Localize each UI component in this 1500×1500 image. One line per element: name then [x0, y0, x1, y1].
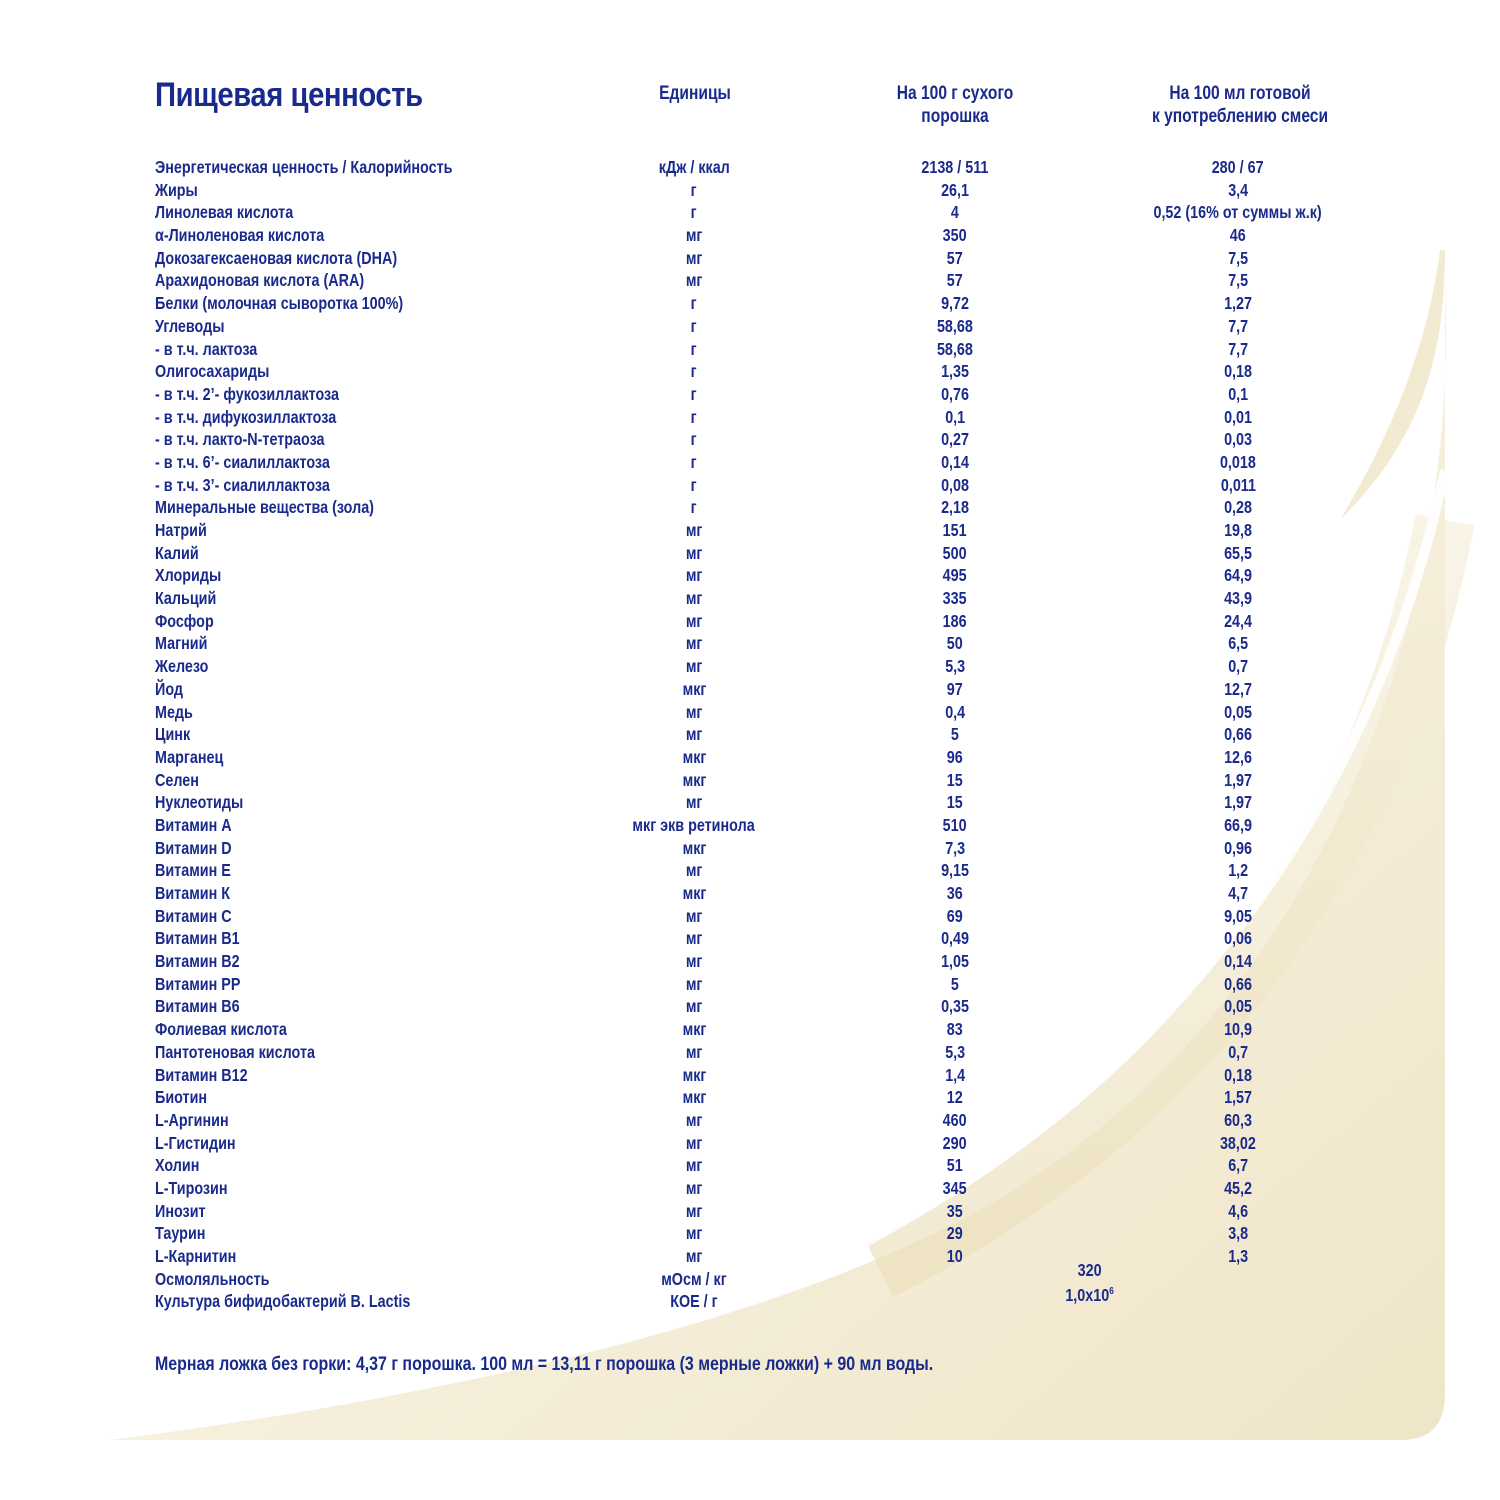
table-row — [0, 814, 1500, 837]
value-per-100g-powder: 57 — [947, 270, 963, 291]
nutrition-table — [0, 156, 1500, 1313]
nutrient-name: Йод — [155, 678, 184, 699]
value-per-100ml-ready: 0,66 — [1224, 973, 1252, 994]
value-per-100g-powder: 9,72 — [941, 293, 969, 314]
value-per-100ml-ready: 4,7 — [1228, 883, 1248, 903]
value-per-100ml-ready: 0,28 — [1224, 497, 1252, 518]
nutrient-unit: г — [691, 338, 697, 359]
value-per-100g-powder: 7,3 — [945, 837, 965, 858]
value-per-100g-powder: 350 — [943, 225, 967, 246]
table-row — [0, 632, 1500, 655]
table-row — [0, 474, 1500, 497]
value-per-100ml-ready: 0,01 — [1224, 406, 1252, 427]
nutrient-name: Натрий — [155, 520, 207, 540]
nutrient-unit: мг — [685, 588, 703, 609]
nutrient-unit: мг — [685, 633, 703, 654]
value-per-100ml-ready: 19,8 — [1224, 520, 1252, 540]
value-per-100g-powder: 495 — [943, 565, 967, 586]
value-per-100g-powder: 5,3 — [945, 1041, 965, 1062]
column-header-ready-mix — [1105, 82, 1375, 128]
nutrient-name: - в т.ч. 3’- сиалиллактоза — [155, 474, 330, 495]
table-row — [0, 156, 1500, 179]
nutrient-name: L-Карнитин — [155, 1246, 237, 1266]
table-row — [0, 564, 1500, 587]
nutrient-unit: мкг — [682, 837, 706, 858]
nutrient-name: L-Аргинин — [155, 1109, 229, 1130]
value-per-100g-powder: 0,14 — [941, 451, 969, 472]
value-per-100ml-ready: 66,9 — [1224, 814, 1252, 835]
table-row — [0, 247, 1500, 270]
value-per-100g-powder: 0,08 — [941, 474, 969, 495]
table-row — [0, 610, 1500, 633]
value-per-100ml-ready: 0,7 — [1228, 1041, 1248, 1062]
value-per-100ml-ready: 0,011 — [1220, 474, 1256, 495]
value-per-100ml-ready: 280 / 67 — [1212, 157, 1264, 177]
nutrient-name: Витамин К — [155, 883, 231, 903]
value-per-100ml-ready: 1,97 — [1224, 769, 1252, 790]
value-per-100ml-ready: 0,03 — [1224, 429, 1252, 450]
table-row — [0, 1132, 1500, 1155]
nutrient-name: Витамин В12 — [155, 1064, 248, 1085]
value-per-100ml-ready: 38,02 — [1220, 1132, 1256, 1153]
nutrient-unit: г — [691, 315, 697, 336]
table-row — [0, 1285, 1500, 1313]
value-per-100g-powder: 4 — [951, 202, 959, 223]
value-per-100ml-ready: 1,3 — [1228, 1246, 1248, 1266]
value-per-100ml-ready: 45,2 — [1224, 1177, 1252, 1198]
nutrient-unit: мкг — [682, 769, 706, 790]
nutrient-name: α-Линоленовая кислота — [155, 225, 325, 246]
value-per-100g-powder: 0,35 — [941, 996, 969, 1017]
value-per-100g-powder: 26,1 — [941, 179, 969, 200]
value-per-100g-powder: 58,68 — [937, 338, 973, 359]
value-per-100g-powder: 1,4 — [945, 1064, 965, 1085]
nutrient-name: Селен — [155, 769, 199, 790]
table-row — [0, 451, 1500, 474]
table-row — [0, 1200, 1500, 1223]
table-row — [0, 882, 1500, 905]
value-per-100g-powder: 96 — [947, 746, 963, 767]
value-per-100ml-ready: 3,8 — [1228, 1223, 1248, 1244]
table-row — [0, 292, 1500, 315]
nutrient-unit: мкг экв ретинола — [632, 814, 756, 835]
nutrient-name: Витамин А — [155, 814, 232, 835]
nutrient-unit: г — [691, 202, 697, 223]
value-per-100ml-ready: 0,52 (16% от суммы ж.к) — [1153, 202, 1323, 223]
nutrient-unit: мг — [685, 1041, 703, 1062]
nutrient-unit: мг — [685, 225, 703, 246]
value-per-100ml-ready: 64,9 — [1224, 565, 1252, 586]
nutrient-name: Олигосахариды — [155, 361, 270, 382]
table-row — [0, 1064, 1500, 1087]
table-row — [0, 587, 1500, 610]
value-per-100g-powder: 12 — [947, 1087, 963, 1108]
nutrient-name: Фосфор — [155, 610, 214, 631]
nutrient-unit: мг — [685, 905, 703, 926]
table-row — [0, 338, 1500, 361]
column-header-units-label: Единицы — [659, 83, 731, 104]
column-header-ready-line2: к употреблению смеси — [1151, 106, 1329, 127]
nutrient-unit: г — [691, 406, 697, 427]
column-header-units — [595, 82, 795, 105]
nutrient-unit: мг — [685, 247, 703, 268]
value-per-100ml-ready: 4,6 — [1228, 1200, 1248, 1221]
value-per-100g-powder: 345 — [943, 1177, 967, 1198]
nutrient-unit: мг — [685, 973, 703, 994]
value-per-100ml-ready: 7,7 — [1228, 315, 1248, 336]
value-per-100g-powder: 36 — [947, 883, 963, 903]
value-per-100g-powder: 0,49 — [941, 928, 969, 949]
value-per-100g-powder — [855, 1268, 1055, 1290]
value-per-100ml-ready: 0,1 — [1228, 383, 1248, 404]
nutrient-name: Цинк — [155, 724, 191, 745]
table-row — [0, 1222, 1500, 1245]
value-per-100g-powder: 0,76 — [941, 383, 969, 404]
value-per-100ml-ready: 24,4 — [1224, 610, 1252, 631]
table-row — [0, 859, 1500, 882]
value-per-100g-powder: 5 — [951, 724, 959, 745]
nutrient-name: - в т.ч. 6’- сиалиллактоза — [155, 451, 330, 472]
nutrient-unit: мг — [685, 996, 703, 1017]
nutrient-unit: мг — [685, 270, 703, 291]
nutrient-unit: мг — [685, 928, 703, 949]
table-row — [0, 224, 1500, 247]
value-per-100ml-ready: 7,5 — [1228, 270, 1248, 291]
value-combined: 320 — [1078, 1259, 1102, 1280]
nutrient-unit: кДж / ккал — [658, 157, 730, 177]
nutrient-name: Витамин Е — [155, 860, 231, 881]
nutrient-name: Минеральные вещества (зола) — [155, 497, 374, 518]
value-per-100ml-ready: 6,7 — [1228, 1155, 1248, 1176]
nutrient-unit: г — [691, 361, 697, 382]
value-per-100ml-ready: 0,7 — [1228, 656, 1248, 677]
nutrient-name: Калий — [155, 542, 199, 563]
value-per-100ml-ready: 0,14 — [1224, 951, 1252, 972]
value-per-100g-powder: 5 — [951, 973, 959, 994]
table-row — [0, 383, 1500, 406]
value-per-100ml-ready: 0,05 — [1224, 996, 1252, 1017]
table-row — [0, 179, 1500, 202]
nutrient-name: Белки (молочная сывороткa 100%) — [155, 293, 404, 314]
value-per-100g-powder: 0,4 — [945, 701, 965, 722]
table-row — [0, 723, 1500, 746]
value-per-100g-powder: 510 — [943, 814, 967, 835]
value-per-100g-powder: 10 — [947, 1246, 963, 1266]
nutrient-unit: мкг — [682, 678, 706, 699]
nutrient-name: Хлориды — [155, 565, 222, 586]
value-per-100ml-ready: 0,06 — [1224, 928, 1252, 949]
value-per-100ml-ready: 7,5 — [1228, 247, 1248, 268]
value-per-100ml-ready: 10,9 — [1224, 1019, 1252, 1040]
nutrient-unit: мг — [685, 951, 703, 972]
value-per-100g-powder: 97 — [947, 678, 963, 699]
nutrient-unit: г — [691, 383, 697, 404]
table-row — [0, 973, 1500, 996]
table-row — [0, 678, 1500, 701]
value-per-100ml-ready: 1,57 — [1224, 1087, 1252, 1108]
column-header-dry-line2: порошка — [921, 106, 989, 127]
nutrient-name: Энергетическая ценность / Калорийность — [155, 157, 453, 177]
table-row — [0, 201, 1500, 224]
nutrient-name: Осмоляльность — [155, 1268, 270, 1289]
nutrient-name: Пантотеновая кислота — [155, 1041, 315, 1062]
value-per-100ml-ready: 0,66 — [1224, 724, 1252, 745]
nutrient-unit: г — [691, 293, 697, 314]
value-per-100g-powder: 29 — [947, 1223, 963, 1244]
value-per-100g-powder: 460 — [943, 1109, 967, 1130]
table-row — [0, 360, 1500, 383]
nutrient-name: L-Тирозин — [155, 1177, 228, 1198]
value-combined: $1,0x10^6$ — [1065, 1285, 1115, 1306]
value-per-100ml-ready: 60,3 — [1224, 1109, 1252, 1130]
nutrient-unit: мг — [685, 610, 703, 631]
value-per-100g-powder — [855, 1290, 1055, 1312]
nutrient-unit: мкг — [682, 1087, 706, 1108]
value-per-100ml-ready: 46 — [1230, 225, 1246, 246]
value-per-100g-powder: 1,35 — [941, 361, 969, 382]
nutrient-name: - в т.ч. дифукозиллактоза — [155, 406, 337, 427]
value-per-100g-powder: 0,27 — [941, 429, 969, 450]
table-row — [0, 406, 1500, 429]
nutrient-unit: мкг — [682, 1019, 706, 1040]
value-per-100ml-ready: 65,5 — [1224, 542, 1252, 563]
value-per-100g-powder: 35 — [947, 1200, 963, 1221]
value-per-100g-powder: 0,1 — [945, 406, 965, 427]
value-per-100ml-ready: 0,96 — [1224, 837, 1252, 858]
table-row — [0, 746, 1500, 769]
nutrient-name: Витамин В2 — [155, 951, 240, 972]
nutrient-name: Нуклеотиды — [155, 792, 244, 813]
table-row — [0, 1018, 1500, 1041]
nutrient-unit: КОЕ / г — [670, 1291, 718, 1312]
page-title: Пищевая ценность — [155, 76, 423, 114]
nutrient-unit: г — [691, 429, 697, 450]
value-per-100ml-ready — [1108, 1290, 1368, 1312]
value-per-100ml-ready: 43,9 — [1224, 588, 1252, 609]
table-row — [0, 995, 1500, 1018]
value-per-100g-powder: 151 — [943, 520, 967, 540]
value-per-100g-powder: 335 — [943, 588, 967, 609]
value-per-100g-powder: 290 — [943, 1132, 967, 1153]
value-per-100ml-ready: 1,2 — [1228, 860, 1248, 881]
value-per-100ml-ready: 3,4 — [1228, 179, 1248, 200]
nutrient-name: Линолевая кислота — [155, 202, 294, 223]
value-per-100ml-ready: 0,18 — [1224, 361, 1252, 382]
value-exponent: 6 — [1109, 1286, 1115, 1298]
value-per-100g-powder: 2,18 — [941, 497, 969, 518]
nutrient-name: Витамин В1 — [155, 928, 240, 949]
value-per-100g-powder: 500 — [943, 542, 967, 563]
nutrient-name: Витамин В6 — [155, 996, 240, 1017]
nutrient-name: Холин — [155, 1155, 200, 1176]
nutrient-name: Марганец — [155, 746, 224, 767]
value-per-100g-powder: 9,15 — [941, 860, 969, 881]
table-row — [0, 769, 1500, 792]
nutrient-name: - в т.ч. лакто-N-тетраоза — [155, 429, 325, 450]
nutrient-unit: мг — [685, 724, 703, 745]
table-row — [0, 315, 1500, 338]
value-per-100g-powder: 51 — [947, 1155, 963, 1176]
nutrient-unit: мг — [685, 1177, 703, 1198]
nutrient-unit: мг — [685, 1155, 703, 1176]
nutrient-name: Медь — [155, 701, 193, 722]
nutrient-name: Витамин С — [155, 905, 232, 926]
table-row — [0, 837, 1500, 860]
nutrient-unit: мг — [685, 701, 703, 722]
nutrient-unit: г — [691, 179, 697, 200]
nutrient-name: Биотин — [155, 1087, 208, 1108]
table-row — [0, 428, 1500, 451]
nutrient-name: Магний — [155, 633, 208, 654]
nutrient-unit: г — [691, 497, 697, 518]
value-per-100g-powder: 50 — [947, 633, 963, 654]
value-per-100g-powder: 2138 / 511 — [921, 157, 989, 177]
value-per-100g-powder: 5,3 — [945, 656, 965, 677]
nutrient-unit: мг — [685, 1109, 703, 1130]
table-row — [0, 1177, 1500, 1200]
value-per-100g-powder: 1,05 — [941, 951, 969, 972]
table-row — [0, 519, 1500, 542]
nutrient-unit: мг — [685, 565, 703, 586]
table-row — [0, 905, 1500, 928]
nutrient-name: Культура бифидобактерий B. Lactis — [155, 1291, 411, 1312]
value-per-100ml-ready: 6,5 — [1228, 633, 1248, 654]
nutrient-name: Фолиевая кислота — [155, 1019, 287, 1040]
value-per-100g-powder: 83 — [947, 1019, 963, 1040]
value-per-100g-powder: 186 — [943, 610, 967, 631]
nutrient-unit: г — [691, 474, 697, 495]
nutrient-name: Витамин D — [155, 837, 232, 858]
value-per-100g-powder: 58,68 — [937, 315, 973, 336]
nutrient-unit: мг — [685, 1132, 703, 1153]
table-row — [0, 542, 1500, 565]
table-row — [0, 1245, 1500, 1268]
table-row — [0, 1259, 1500, 1291]
table-row — [0, 496, 1500, 519]
nutrient-unit: мг — [685, 1200, 703, 1221]
column-header-dry-powder — [855, 82, 1055, 128]
table-row — [0, 701, 1500, 724]
value-per-100ml-ready: 12,6 — [1224, 746, 1252, 767]
value-per-100ml-ready: 12,7 — [1224, 678, 1252, 699]
value-per-100g-powder: 69 — [947, 905, 963, 926]
nutrient-name: Углеводы — [155, 315, 225, 336]
nutrient-name: - в т.ч. 2’- фукозиллактоза — [155, 383, 339, 404]
value-per-100ml-ready: 9,05 — [1224, 905, 1252, 926]
nutrient-name: Жиры — [155, 179, 198, 200]
nutrient-unit: мкг — [682, 746, 706, 767]
nutrient-unit: мкг — [682, 1064, 706, 1085]
value-per-100g-powder: 15 — [947, 792, 963, 813]
value-per-100ml-ready: 0,05 — [1224, 701, 1252, 722]
nutrient-name: - в т.ч. лактоза — [155, 338, 258, 359]
nutrient-unit: мг — [685, 520, 703, 540]
value-per-100g-powder: 57 — [947, 247, 963, 268]
table-row — [0, 1154, 1500, 1177]
table-row — [0, 655, 1500, 678]
table-row — [0, 927, 1500, 950]
nutrient-name: Таурин — [155, 1223, 206, 1244]
table-row — [0, 791, 1500, 814]
nutrient-name: Инозит — [155, 1200, 206, 1221]
nutrient-name: Кальций — [155, 588, 217, 609]
nutrient-unit: мг — [685, 656, 703, 677]
nutrient-name: Железо — [155, 656, 209, 677]
value-per-100ml-ready: 1,97 — [1224, 792, 1252, 813]
nutrient-unit: мг — [685, 1223, 703, 1244]
nutrient-unit: мг — [685, 860, 703, 881]
nutrient-unit: мОсм / кг — [661, 1268, 727, 1289]
nutrient-name: L-Гистидин — [155, 1132, 236, 1153]
nutrient-unit: мг — [685, 542, 703, 563]
table-row — [0, 950, 1500, 973]
nutrient-unit: мг — [685, 1246, 703, 1266]
table-row — [0, 1041, 1500, 1064]
column-header-ready-line1: На 100 мл готовой — [1169, 83, 1311, 104]
value-per-100ml-ready: 0,018 — [1220, 451, 1256, 472]
table-row — [0, 1086, 1500, 1109]
nutrient-name: Арахидоновая кислота (ARA) — [155, 270, 365, 291]
value-per-100ml-ready: 1,27 — [1224, 293, 1252, 314]
footnote: Мерная ложка без горки: 4,37 г порошка. 100 мл = 13,11 г порошка (3 мерные ложки) + 90 мл воды. — [155, 1354, 934, 1375]
nutrient-name: Докозагексаеновая кислота (DHA) — [155, 247, 398, 268]
nutrient-unit: мкг — [682, 883, 706, 903]
table-row — [0, 1109, 1500, 1132]
column-header-dry-line1: На 100 г сухого — [896, 83, 1014, 104]
table-row — [0, 269, 1500, 292]
value-per-100g-powder: 15 — [947, 769, 963, 790]
value-per-100ml-ready: 0,18 — [1224, 1064, 1252, 1085]
value-per-100ml-ready — [1108, 1268, 1368, 1290]
value-per-100ml-ready: 7,7 — [1228, 338, 1248, 359]
nutrient-name: Витамин РР — [155, 973, 241, 994]
nutrient-unit: мг — [685, 792, 703, 813]
nutrient-unit: г — [691, 451, 697, 472]
